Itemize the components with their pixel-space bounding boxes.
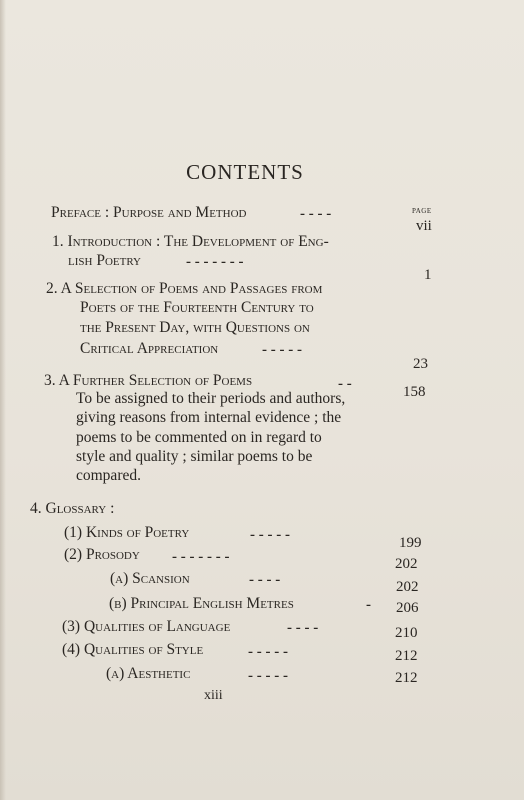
page-number: 158 bbox=[403, 384, 426, 400]
toc-entry-introduction: 1. Introduction : The Development of Eng- bbox=[52, 233, 329, 250]
page-number: 206 bbox=[396, 600, 419, 616]
leader-dashes: - - bbox=[338, 376, 352, 392]
page-edge-shadow bbox=[0, 0, 6, 800]
leader-dashes: - - - - - - - bbox=[186, 254, 244, 270]
page-number: 212 bbox=[395, 648, 418, 664]
glossary-item-aesthetic: (a) Aesthetic bbox=[106, 665, 191, 682]
leader-dashes: - - - - bbox=[249, 572, 281, 588]
page-number: 23 bbox=[413, 356, 428, 372]
toc-entry-line: lish Poetry bbox=[68, 252, 141, 269]
leader-dashes: - bbox=[366, 597, 371, 613]
page-number: vii bbox=[416, 218, 432, 234]
toc-entry-line: Critical Appreciation bbox=[80, 340, 219, 357]
section-note-line: To be assigned to their periods and authors, bbox=[76, 390, 346, 407]
toc-entry-selection: 2. A Selection of Poems and Passages from bbox=[46, 280, 323, 297]
page-number: 1 bbox=[424, 267, 432, 283]
glossary-item-qualities-of-style: (4) Qualities of Style bbox=[62, 641, 204, 658]
page-title: CONTENTS bbox=[186, 160, 304, 184]
leader-dashes: - - - - - - - bbox=[172, 549, 230, 565]
leader-dashes: - - - - bbox=[300, 206, 332, 222]
leader-dashes: - - - - - bbox=[262, 342, 302, 358]
section-note-line: giving reasons from internal evidence ; the bbox=[76, 409, 342, 426]
section-note-line: compared. bbox=[76, 467, 141, 484]
leader-dashes: - - - - - bbox=[248, 644, 288, 660]
leader-dashes: - - - - bbox=[287, 620, 319, 636]
page-number: 199 bbox=[399, 535, 422, 551]
toc-entry-further-selection: 3. A Further Selection of Poems bbox=[44, 372, 253, 389]
toc-entry-line: Poets of the Fourteenth Century to bbox=[80, 299, 314, 316]
glossary-item-prosody: (2) Prosody bbox=[64, 546, 140, 563]
leader-dashes: - - - - - bbox=[248, 668, 288, 684]
glossary-item-kinds-of-poetry: (1) Kinds of Poetry bbox=[64, 524, 190, 541]
glossary-item-qualities-of-language: (3) Qualities of Language bbox=[62, 618, 231, 635]
glossary-heading: 4. Glossary : bbox=[30, 500, 115, 517]
page-folio: xiii bbox=[204, 688, 223, 703]
page-number: 210 bbox=[395, 625, 418, 641]
page-column-header: PAGE bbox=[412, 207, 432, 215]
glossary-item-scansion: (a) Scansion bbox=[110, 570, 190, 587]
page-number: 212 bbox=[395, 670, 418, 686]
toc-entry-line: the Present Day, with Questions on bbox=[80, 319, 310, 336]
toc-entry-preface: Preface : Purpose and Method bbox=[51, 204, 247, 221]
page-number: 202 bbox=[395, 556, 418, 572]
glossary-item-principal-english-metres: (b) Principal English Metres bbox=[109, 595, 294, 612]
section-note-line: style and quality ; similar poems to be bbox=[76, 448, 313, 465]
leader-dashes: - - - - - bbox=[250, 527, 290, 543]
page-number: 202 bbox=[396, 579, 419, 595]
section-note-line: poems to be commented on in regard to bbox=[76, 429, 322, 446]
